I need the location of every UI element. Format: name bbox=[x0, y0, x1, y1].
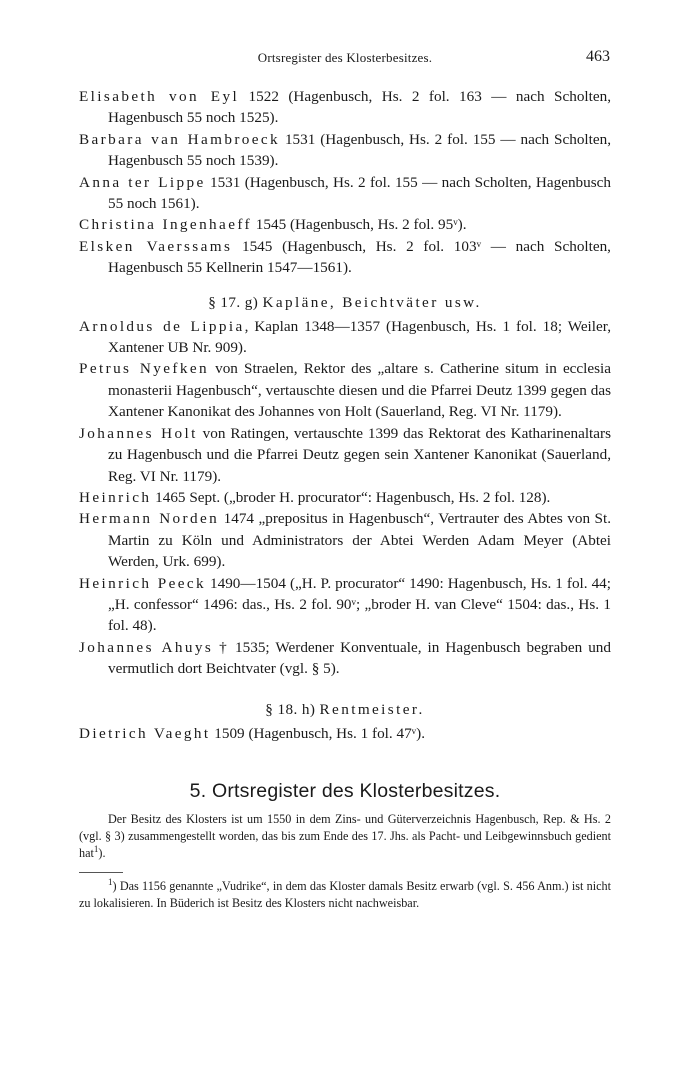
person-name: Hermann Norden bbox=[79, 510, 220, 528]
intro-end: ). bbox=[98, 845, 106, 860]
entry-text: 1531 (Hagenbusch, Hs. 2 fol. 155 — nach Scholten, Hagenbusch 55 noch 1561). bbox=[108, 173, 611, 213]
entry-text: † 1535; Werdener Konventuale, in Hagenbusch begraben und vermutlich dort Beichtvater (vgl. § 5). bbox=[108, 638, 611, 678]
entry-text: 1522 (Hagenbusch, Hs. 2 fol. 163 — nach Scholten, Hagenbusch 55 noch 1525). bbox=[108, 88, 611, 127]
page-number: 463 bbox=[586, 48, 610, 65]
register-entry bbox=[79, 316, 611, 359]
section-title: Rentmeister. bbox=[319, 700, 425, 718]
entry-text: von Straelen, Rektor des „altare s. Catherine situm in ecclesia monasterii Hagenbusch“, vertauschte diesen und die Pfarrei Deutz 1399 gegen das Xantener Kanonikat des Johannes von Holt (Sauerland, Reg. VI Nr. 1179). bbox=[108, 360, 611, 421]
entry-text: 1545 (Hagenbusch, Hs. 2 fol. 95ᵛ). bbox=[251, 216, 467, 234]
entry-text: 1509 (Hagenbusch, Hs. 1 fol. 47ᵛ). bbox=[210, 724, 425, 742]
register-entry bbox=[79, 214, 611, 235]
footnote-text: ) Das 1156 genannte „Vudrike“, in dem das Kloster damals Besitz erwarb (vgl. S. 456 Anm.) ist nicht zu lokalisieren. In Büderich ist Besitz des Klosters nicht nachweisbar. bbox=[79, 878, 611, 910]
person-name: Heinrich bbox=[79, 488, 152, 506]
chapter-title: 5. Ortsregister des Klosterbesitzes. bbox=[189, 779, 501, 802]
person-name: Barbara van Hambroeck bbox=[79, 130, 281, 148]
footnote-reference: 1 bbox=[93, 843, 99, 854]
entry-text: von Ratingen, vertauschte 1399 das Rektorat des Katharinenaltars zu Hagenbusch und die Pfarrei Deutz gegen sein Xantener Kanonikat (Sauerland, Reg. VI Nr. 1179). bbox=[108, 424, 611, 485]
register-entry bbox=[79, 573, 611, 637]
section-heading-17 bbox=[79, 292, 611, 313]
person-name: Heinrich Peeck bbox=[79, 574, 207, 592]
person-name: Johannes Holt bbox=[79, 424, 198, 442]
register-entry bbox=[79, 129, 611, 172]
person-name: Elsken Vaerssams bbox=[79, 237, 233, 255]
section-heading-18 bbox=[79, 699, 611, 720]
entry-text: 1465 Sept. („broder H. procurator“: Hagenbusch, Hs. 2 fol. 128). bbox=[151, 488, 551, 506]
section-prefix: § 17. g) bbox=[208, 293, 263, 311]
page-body bbox=[79, 86, 611, 912]
entry-text: 1474 „prepositus in Hagenbusch“, Vertrauter des Abtes von St. Martin zu Köln und Administrators der Abtei Werden Adam Meyer (Abtei Werden, Urk. 699). bbox=[108, 510, 611, 571]
footnote-rule bbox=[79, 872, 123, 873]
register-entry bbox=[79, 637, 611, 680]
section-prefix: § 18. h) bbox=[265, 700, 320, 718]
intro-text: Der Besitz des Klosters ist um 1550 in dem Zins- und Güterverzeichnis Hagenbusch, Rep. & Hs. 2 (vgl. § 3) zusammengestellt worden, das bis zum Ende des 17. Jhs. als Pacht- und Leibgewinnsbuch gedient hat bbox=[79, 811, 611, 860]
entry-list-chaplains bbox=[79, 316, 611, 680]
section-title: Kapläne, Beichtväter usw. bbox=[262, 293, 482, 311]
person-name: Dietrich Vaeght bbox=[79, 724, 211, 742]
person-name: Elisabeth von Eyl bbox=[79, 88, 240, 105]
chapter-intro bbox=[79, 811, 611, 862]
register-entry bbox=[79, 172, 611, 215]
entry-text: , Kaplan 1348—1357 (Hagenbusch, Hs. 1 fol. 18; Weiler, Xantener UB Nr. 909). bbox=[108, 317, 611, 357]
register-entry bbox=[79, 508, 611, 572]
register-entry bbox=[79, 723, 611, 744]
running-title: Ortsregister des Klosterbesitzes. bbox=[257, 50, 433, 65]
person-name: Christina Ingenhaeff bbox=[79, 216, 252, 234]
entry-text: 1545 (Hagenbusch, Hs. 2 fol. 103ᵛ — nach Scholten, Hagenbusch 55 Kellnerin 1547—1561). bbox=[108, 237, 611, 277]
register-entry bbox=[79, 487, 611, 508]
footnote bbox=[79, 878, 611, 912]
person-name: Anna ter Lippe bbox=[79, 173, 206, 191]
register-entry bbox=[79, 358, 611, 422]
register-entry bbox=[79, 423, 611, 487]
entry-list-stewards bbox=[79, 723, 611, 744]
entry-text: 1490—1504 („H. P. procurator“ 1490: Hagenbusch, Hs. 1 fol. 44; „H. confessor“ 1496: das., Hs. 2 fol. 90ᵛ; „broder H. van Cleve“ 1504: das., Hs. 1 fol. 48). bbox=[108, 574, 611, 635]
register-entry bbox=[79, 236, 611, 279]
page-header bbox=[80, 48, 610, 70]
person-name: Johannes Ahuys bbox=[79, 638, 214, 656]
person-name: Petrus Nyefken bbox=[79, 360, 209, 378]
entry-text: 1531 (Hagenbusch, Hs. 2 fol. 155 — nach Scholten, Hagenbusch 55 noch 1539). bbox=[108, 130, 611, 170]
entry-list-nuns bbox=[79, 86, 611, 279]
footnote-mark: 1 bbox=[108, 876, 113, 887]
register-entry bbox=[79, 86, 611, 129]
person-name: Arnoldus de Lippia bbox=[79, 317, 245, 335]
